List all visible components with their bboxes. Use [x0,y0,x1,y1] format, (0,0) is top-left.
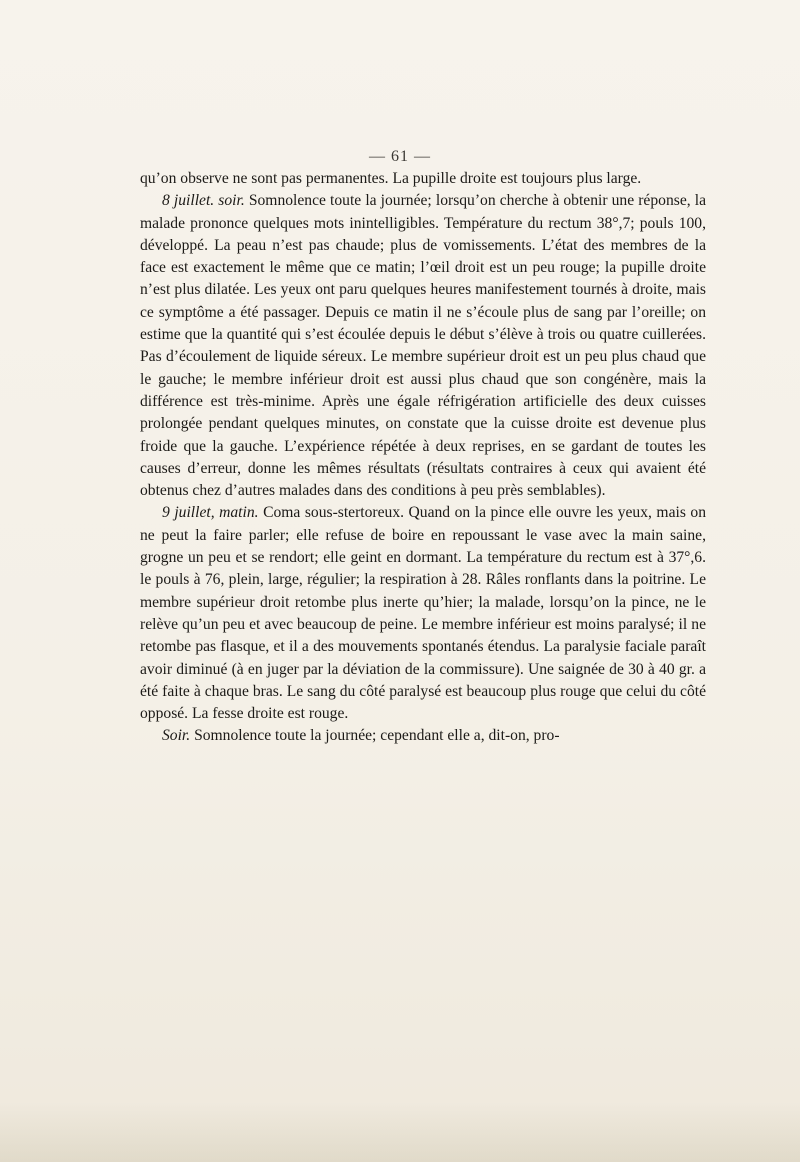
paragraph [140,168,706,190]
paragraph-text: Coma sous-stertoreux. Quand on la pince elle ouvre les yeux, mais on ne peut la faire parler; elle refuse de boire en repoussant le vase avec la main saine, grogne un peu et se rendort; elle geint en dormant. La température du rectum est à 37°,6. le pouls à 76, plein, large, régulier; la respiration à 28. Râles ronflants dans la poitrine. Le membre supérieur droit retombe plus inerte qu’hier; la malade, lorsqu’on la pince, ne le relève qu’un peu et avec beaucoup de peine. Le membre inférieur est moins paralysé; il ne retombe pas flasque, et il a des mouvements spontanés étendus. La paralysie faciale paraît avoir diminué (à en juger par la déviation de la commissure). Une saignée de 30 à 40 gr. a été faite à chaque bras. Le sang du côté paralysé est beaucoup plus rouge que celui du côté opposé. La fesse droite est rouge. [140,504,707,723]
entry-date: 8 juillet. soir. [162,192,245,210]
paragraph-text: qu’on observe ne sont pas permanentes. La pupille droite est toujours plus large. [140,170,642,187]
entry-date: 9 juillet, matin. [162,504,259,522]
paragraph [140,502,706,725]
page-number: — 61 — [369,148,431,165]
page-edge-shading [0,1102,800,1162]
paragraph [140,725,706,747]
body-text [140,168,706,748]
paragraph [140,190,706,502]
paragraph-text: Somnolence toute la journée; lorsqu’on cherche à obtenir une réponse, la malade prononce quelques mots inintelligibles. Température du rectum 38°,7; pouls 100, développé. La peau n’est pas chaude; plus de vomissements. L’état des membres de la face est exactement le même que ce matin; l’œil droit est un peu rouge; la pupille droite n’est plus dilatée. Les yeux ont paru quelques heures manifestement tournés à droite, mais ce symptôme a été passager. Depuis ce matin il ne s’écoule plus de sang par l’oreille; on estime que la quantité qui s’est écoulée depuis le début s’élève à trois ou quatre cuillerées. Pas d’écoulement de liquide séreux. Le membre supérieur droit est un peu plus chaud que le gauche; le membre inférieur droit est aussi plus chaud que son congénère, mais la différence est très-minime. Après une égale réfrigération artificielle des deux cuisses prolongée pendant quelques minutes, on constate que la cuisse droite est devenue plus froide que la gauche. L’expérience répétée à deux reprises, en se gardant de toutes les causes d’erreur, donne les mêmes résultats (résultats contraires à ceux qui avaient été obtenus chez d’autres malades dans des conditions à peu près semblables). [140,192,706,500]
paragraph-text: Somnolence toute la journée; cependant elle a, dit-on, pro- [190,727,560,745]
entry-date: Soir. [162,727,191,745]
